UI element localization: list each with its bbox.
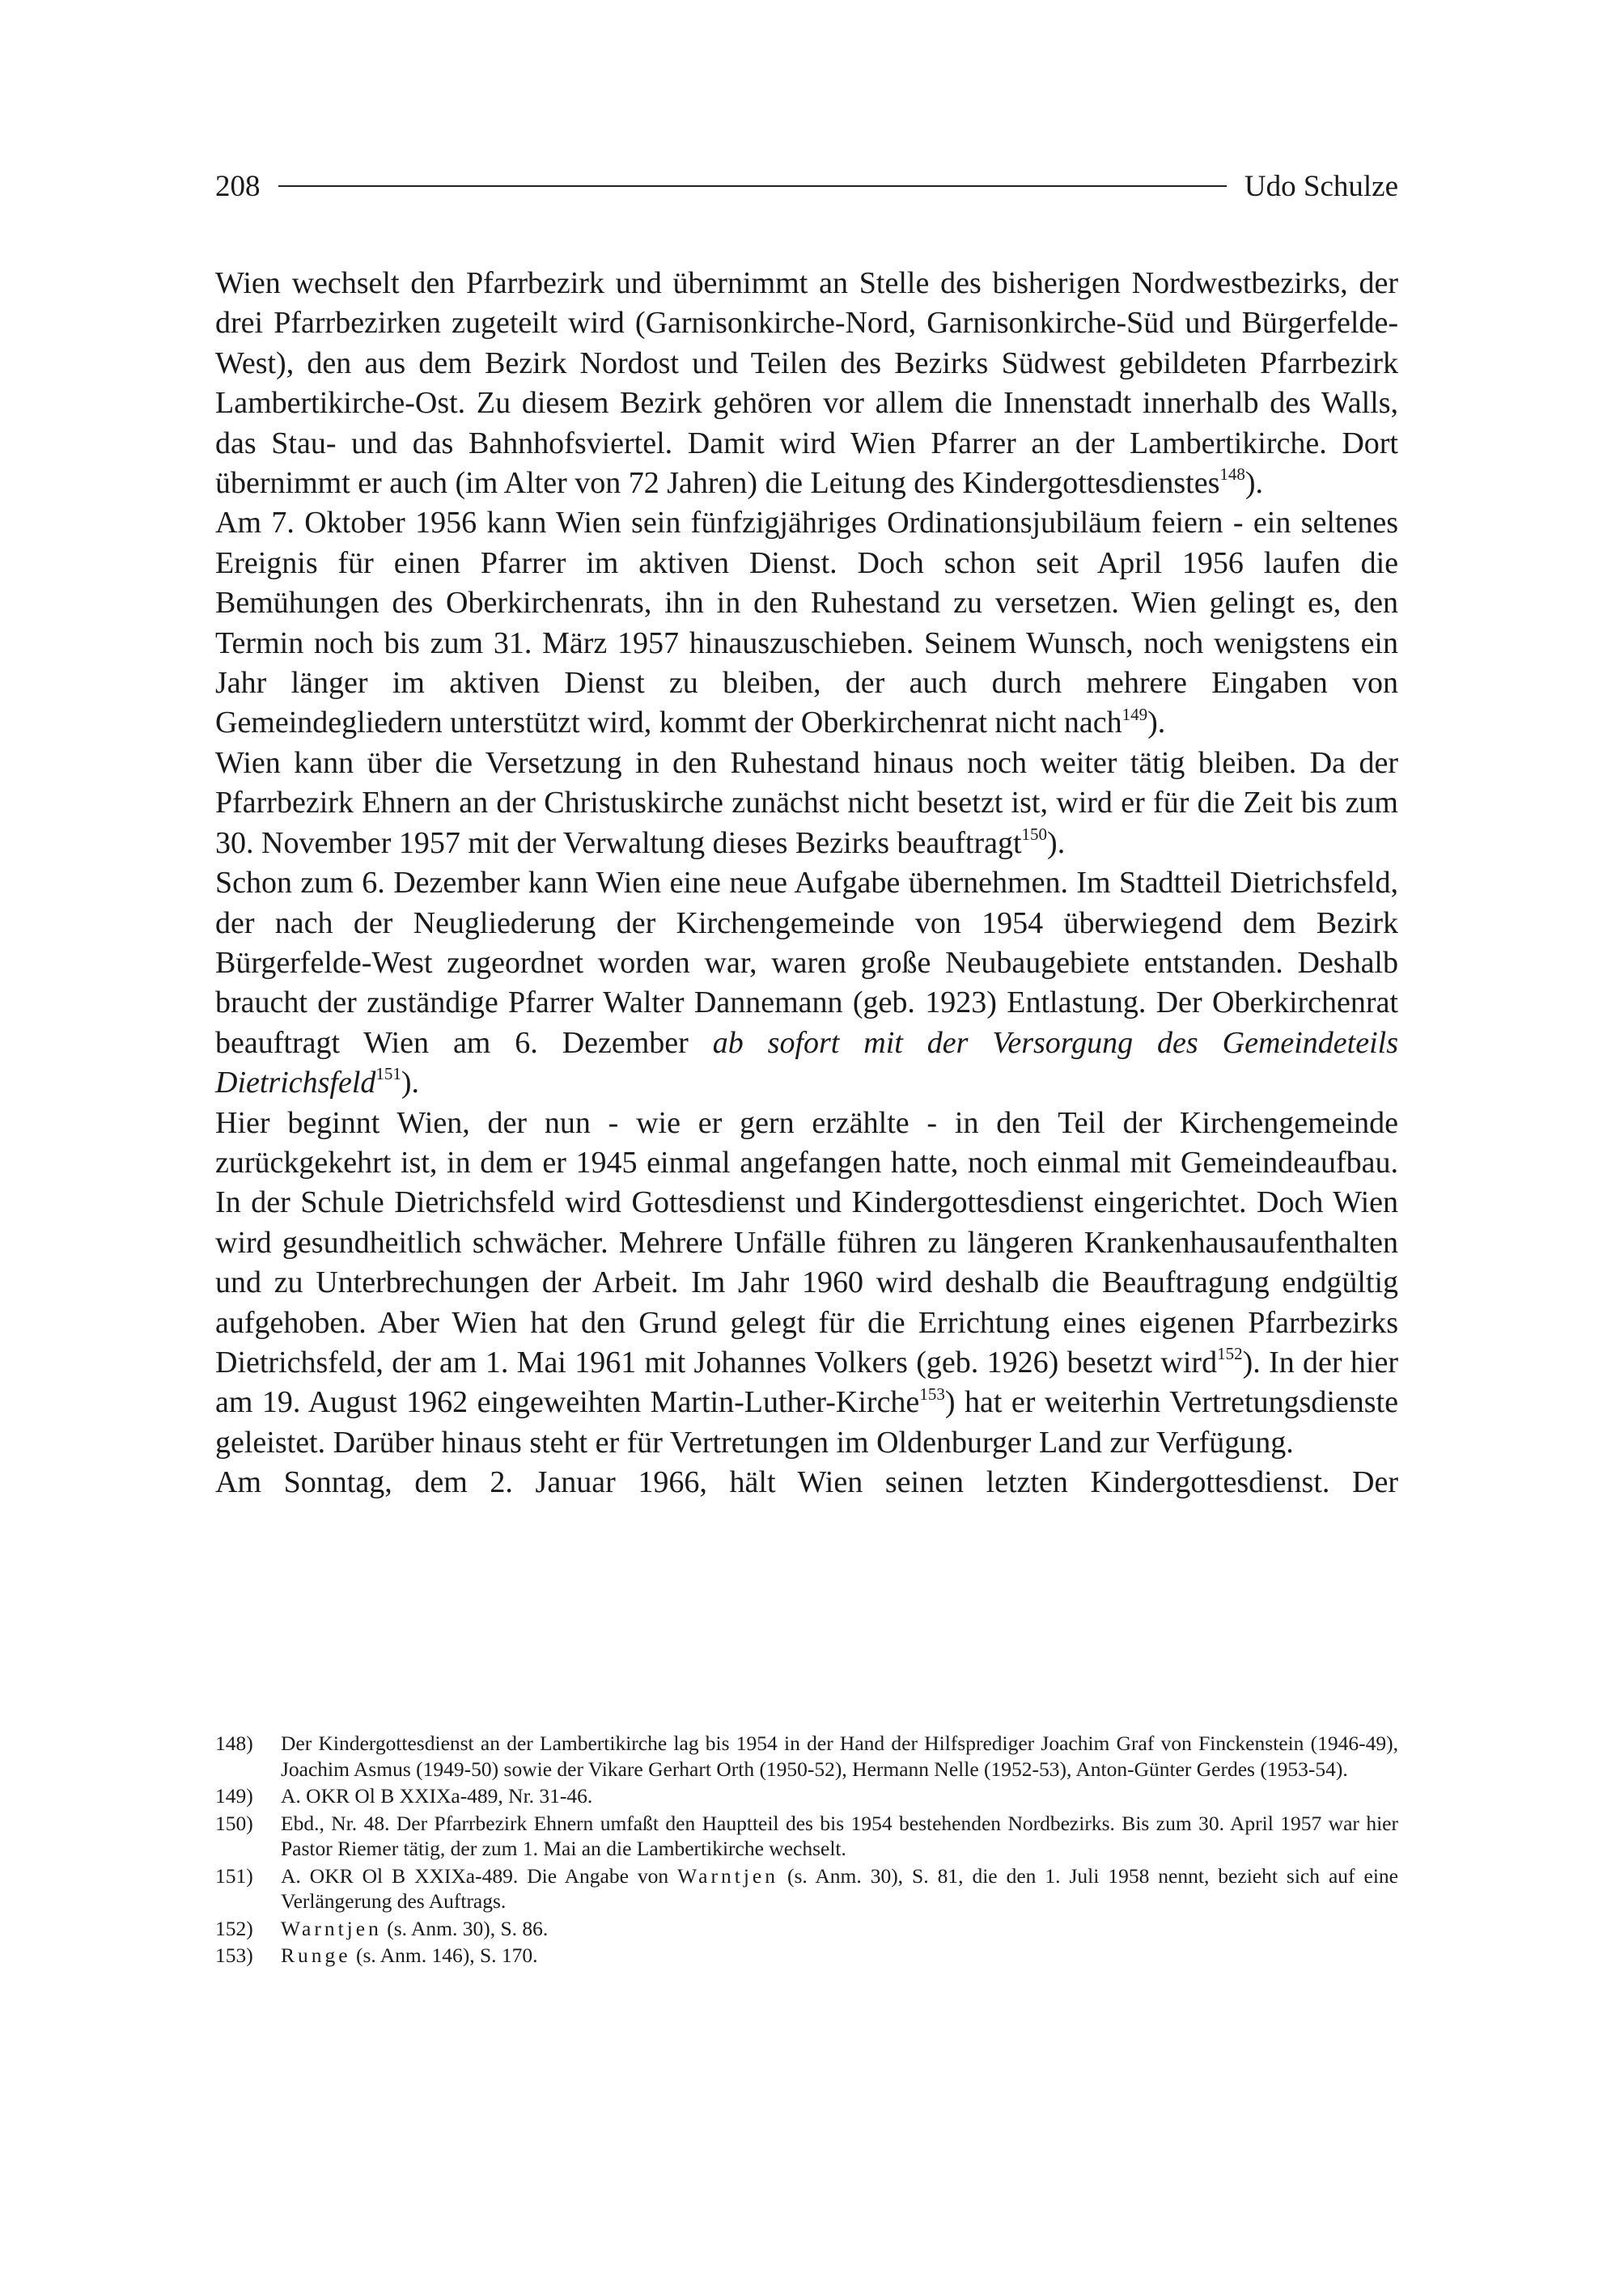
paragraph: Am Sonntag, dem 2. Januar 1966, hält Wien seinen letzten Kindergottesdienst. Der xyxy=(215,1465,1398,1500)
paragraph: Am 7. Oktober 1956 kann Wien sein fünfzigjähriges Ordinationsjubiläum feiern - ein seltenes Ereignis für einen Pfarrer im aktiven Dienst. Doch schon seit April 1956 laufen die Bemühungen des Oberkirchenrats, ihn in den Ruhestand zu versetzen. Wien gelingt es, den Termin noch bis zum 31. März 1957 hinauszuschieben. Seinem Wunsch, noch wenigstens ein Jahr länger im aktiven Dienst zu bleiben, der auch durch mehrere Eingaben von Gemeindegliedern unterstützt wird, kommt der Oberkirchenrat nicht nach$^{149}$). xyxy=(215,506,1398,740)
italic-quote: ab sofort mit der Versorgung des Gemeindeteils Dietrichsfeld xyxy=(215,1025,1399,1100)
footnote-text: Runge (s. Anm. 146), S. 170. xyxy=(281,1943,538,1967)
footnote-ref[interactable]: 150 xyxy=(1021,824,1048,845)
footnote-number: 149) xyxy=(215,1784,253,1808)
running-header xyxy=(215,162,1398,210)
author-name: Runge xyxy=(281,1943,351,1967)
author-name: Warntjen xyxy=(677,1863,778,1888)
footnote-text: Ebd., Nr. 48. Der Pfarrbezirk Ehnern umfaßt den Hauptteil des bis 1954 bestehenden Nordbezirks. Bis zum 30. April 1957 war hier Pastor Riemer tätig, der zum 1. Mai an die Lambertikirche wechselt. xyxy=(281,1811,1398,1860)
body-text xyxy=(215,264,1398,1503)
footnote-number: 151) xyxy=(215,1863,253,1888)
paragraph: Schon zum 6. Dezember kann Wien eine neue Aufgabe übernehmen. Im Stadtteil Dietrichsfeld, der nach der Neugliederung der Kirchengemeinde von 1954 überwiegend dem Bezirk Bürgerfelde-West zugeordnet worden war, waren große Neubaugebiete entstanden. Deshalb braucht der zuständige Pfarrer Walter Dannemann (geb. 1923) Entlastung. Der Oberkirchenrat beauftragt Wien am 6. Dezember ab sofort mit der Versorgung des Gemeindeteils Dietrichsfeld$^{151}$). xyxy=(215,866,1399,1100)
footnote xyxy=(215,1731,1398,1782)
footnote-number: 148) xyxy=(215,1731,253,1755)
paragraph: Wien kann über die Versetzung in den Ruhestand hinaus noch weiter tätig bleiben. Da der Pfarrbezirk Ehnern an der Christuskirche zunächst nicht besetzt ist, wird er für die Zeit bis zum 30. November 1957 mit der Verwaltung dieses Bezirks beauftragt$^{150}$). xyxy=(215,745,1398,860)
footnote xyxy=(215,1943,1398,1969)
paragraph: Hier beginnt Wien, der nun - wie er gern erzählte - in den Teil der Kirchengemeinde zurückgekehrt ist, in dem er 1945 einmal angefangen hatte, noch einmal mit Gemeindeaufbau. In der Schule Dietrichsfeld wird Gottesdienst und Kindergottesdienst eingerichtet. Doch Wien wird gesundheitlich schwächer. Mehrere Unfälle führen zu längeren Krankenhausaufenthalten und zu Unterbrechungen der Arbeit. Im Jahr 1960 wird deshalb die Beauftragung endgültig aufgehoben. Aber Wien hat den Grund gelegt für die Errichtung eines eigenen Pfarrbezirks Dietrichsfeld, der am 1. Mai 1961 mit Johannes Volkers (geb. 1926) besetzt wird$^{152}$). In der hier am 19. August 1962 eingeweihten Martin-Luther-Kirche$^{153}$) hat er weiterhin Vertretungsdienste geleistet. Darüber hinaus steht er für Vertretungen im Oldenburger Land zur Verfügung. xyxy=(215,1105,1399,1460)
footnote xyxy=(215,1783,1398,1809)
footnote-ref[interactable]: 153 xyxy=(919,1384,945,1404)
footnote-text: Der Kindergottesdienst an der Lambertikirche lag bis 1954 in der Hand der Hilfsprediger Joachim Graf von Finckenstein (1946-49), Joachim Asmus (1949-50) sowie der Vikare Gerhart Orth (1950-52), Hermann Nelle (1952-53), Anton-Günter Gerdes (1953-54). xyxy=(281,1731,1398,1781)
footnote-text: A. OKR Ol B XXIXa-489. Die Angabe von Warntjen (s. Anm. 30), S. 81, die den 1. Juli 1958 nennt, bezieht sich auf eine Verlängerung des Auftrags. xyxy=(281,1863,1398,1913)
page-number: 208 xyxy=(215,169,261,203)
footnote-ref[interactable]: 148 xyxy=(1219,464,1245,485)
header-rule xyxy=(278,185,1227,187)
header-author: Udo Schulze xyxy=(1244,169,1398,203)
footnote-ref[interactable]: 152 xyxy=(1217,1344,1243,1364)
footnote xyxy=(215,1811,1398,1862)
paragraph: Wien wechselt den Pfarrbezirk und übernimmt an Stelle des bisherigen Nordwestbezirks, der drei Pfarrbezirken zugeteilt wird (Garnisonkirche-Nord, Garnisonkirche-Süd und Bürgerfelde-West), den aus dem Bezirk Nordost und Teilen des Bezirks Südwest gebildeten Pfarrbezirk Lambertikirche-Ost. Zu diesem Bezirk gehören vor allem die Innenstadt innerhalb des Walls, das Stau- und das Bahnhofsviertel. Damit wird Wien Pfarrer an der Lambertikirche. Dort übernimmt er auch (im Alter von 72 Jahren) die Leitung des Kindergottesdienstes$^{148}$). xyxy=(215,266,1398,501)
footnote xyxy=(215,1863,1398,1914)
footnote-ref[interactable]: 149 xyxy=(1122,704,1148,724)
footnote xyxy=(215,1916,1398,1942)
author-name: Warntjen xyxy=(281,1916,382,1940)
footnote-text: Warntjen (s. Anm. 30), S. 86. xyxy=(281,1916,549,1940)
footnote-ref[interactable]: 151 xyxy=(375,1064,401,1084)
footnotes xyxy=(215,1731,1398,1970)
footnote-number: 150) xyxy=(215,1811,253,1835)
document-page xyxy=(215,0,1398,2293)
footnote-number: 153) xyxy=(215,1943,253,1967)
footnote-number: 152) xyxy=(215,1916,253,1940)
footnote-text: A. OKR Ol B XXIXa-489, Nr. 31-46. xyxy=(281,1784,593,1808)
